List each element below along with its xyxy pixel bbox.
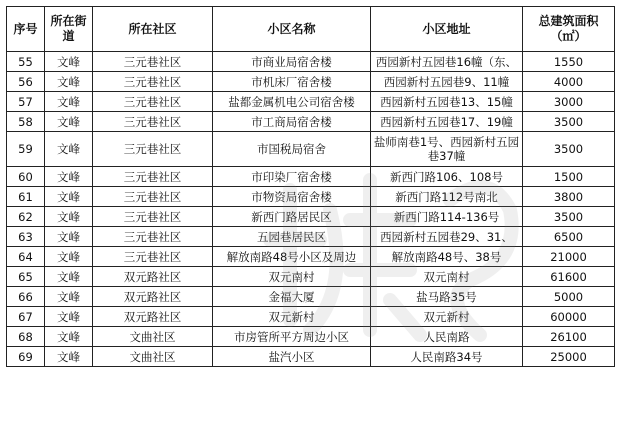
cell-no: 63 <box>7 227 45 247</box>
table-row <box>7 132 615 167</box>
cell-community: 文曲社区 <box>93 347 213 367</box>
cell-street: 文峰 <box>45 247 93 267</box>
cell-address: 人民南路 <box>371 327 523 347</box>
cell-address: 西园新村五园巷9、11幢 <box>371 72 523 92</box>
cell-community: 文曲社区 <box>93 327 213 347</box>
cell-name: 双元南村 <box>213 267 371 287</box>
cell-address: 新西门路114-136号 <box>371 207 523 227</box>
cell-no: 55 <box>7 52 45 72</box>
cell-no: 59 <box>7 132 45 167</box>
cell-no: 61 <box>7 187 45 207</box>
table-row <box>7 92 615 112</box>
cell-name: 市印染厂宿舍楼 <box>213 167 371 187</box>
cell-address: 西园新村五园巷16幢（东、 <box>371 52 523 72</box>
cell-street: 文峰 <box>45 347 93 367</box>
cell-street: 文峰 <box>45 327 93 347</box>
cell-area: 26100 <box>523 327 615 347</box>
cell-area: 3800 <box>523 187 615 207</box>
cell-street: 文峰 <box>45 287 93 307</box>
cell-no: 57 <box>7 92 45 112</box>
cell-name: 市房管所平方周边小区 <box>213 327 371 347</box>
cell-no: 58 <box>7 112 45 132</box>
cell-name: 盐都金属机电公司宿舍楼 <box>213 92 371 112</box>
cell-street: 文峰 <box>45 267 93 287</box>
cell-address: 盐马路35号 <box>371 287 523 307</box>
table-row <box>7 267 615 287</box>
header-address: 小区地址 <box>371 7 523 52</box>
cell-name: 新西门路居民区 <box>213 207 371 227</box>
cell-name: 市机床厂宿舍楼 <box>213 72 371 92</box>
cell-address: 人民南路34号 <box>371 347 523 367</box>
cell-address: 新西门路106、108号 <box>371 167 523 187</box>
cell-no: 67 <box>7 307 45 327</box>
table-row <box>7 187 615 207</box>
housing-estate-table <box>6 6 615 367</box>
cell-area: 60000 <box>523 307 615 327</box>
cell-community: 三元巷社区 <box>93 72 213 92</box>
cell-area: 25000 <box>523 347 615 367</box>
cell-street: 文峰 <box>45 72 93 92</box>
cell-area: 1500 <box>523 167 615 187</box>
cell-area: 5000 <box>523 287 615 307</box>
table-row <box>7 52 615 72</box>
cell-street: 文峰 <box>45 167 93 187</box>
cell-no: 68 <box>7 327 45 347</box>
cell-address: 西园新村五园巷13、15幢 <box>371 92 523 112</box>
table-row <box>7 112 615 132</box>
cell-area: 3500 <box>523 132 615 167</box>
cell-community: 三元巷社区 <box>93 112 213 132</box>
cell-no: 60 <box>7 167 45 187</box>
cell-community: 三元巷社区 <box>93 52 213 72</box>
cell-address: 双元南村 <box>371 267 523 287</box>
cell-address: 西园新村五园巷29、31、 <box>371 227 523 247</box>
header-street: 所在街道 <box>45 7 93 52</box>
cell-name: 市国税局宿舍 <box>213 132 371 167</box>
cell-address: 西园新村五园巷17、19幢 <box>371 112 523 132</box>
cell-name: 五园巷居民区 <box>213 227 371 247</box>
cell-area: 1550 <box>523 52 615 72</box>
cell-area: 6500 <box>523 227 615 247</box>
cell-no: 62 <box>7 207 45 227</box>
cell-area: 4000 <box>523 72 615 92</box>
header-name: 小区名称 <box>213 7 371 52</box>
table-row <box>7 287 615 307</box>
cell-no: 64 <box>7 247 45 267</box>
table-row <box>7 72 615 92</box>
table-row <box>7 307 615 327</box>
cell-street: 文峰 <box>45 207 93 227</box>
cell-community: 三元巷社区 <box>93 227 213 247</box>
cell-address: 盐师南巷1号、西园新村五园巷37幢 <box>371 132 523 167</box>
cell-name: 市物资局宿舍楼 <box>213 187 371 207</box>
cell-address: 新西门路112号南北 <box>371 187 523 207</box>
cell-street: 文峰 <box>45 187 93 207</box>
cell-community: 三元巷社区 <box>93 207 213 227</box>
cell-name: 解放南路48号小区及周边 <box>213 247 371 267</box>
cell-name: 金福大厦 <box>213 287 371 307</box>
header-area: 总建筑面积（㎡） <box>523 7 615 52</box>
cell-community: 三元巷社区 <box>93 187 213 207</box>
cell-community: 三元巷社区 <box>93 132 213 167</box>
cell-street: 文峰 <box>45 52 93 72</box>
table-row <box>7 247 615 267</box>
table-row <box>7 207 615 227</box>
table-row <box>7 327 615 347</box>
cell-street: 文峰 <box>45 92 93 112</box>
cell-name: 双元新村 <box>213 307 371 327</box>
table-row <box>7 347 615 367</box>
cell-community: 三元巷社区 <box>93 92 213 112</box>
cell-no: 69 <box>7 347 45 367</box>
cell-address: 解放南路48号、38号 <box>371 247 523 267</box>
cell-no: 56 <box>7 72 45 92</box>
cell-area: 3000 <box>523 92 615 112</box>
cell-address: 双元新村 <box>371 307 523 327</box>
table-row <box>7 227 615 247</box>
cell-community: 双元路社区 <box>93 287 213 307</box>
table-row <box>7 167 615 187</box>
cell-community: 三元巷社区 <box>93 247 213 267</box>
cell-no: 66 <box>7 287 45 307</box>
cell-no: 65 <box>7 267 45 287</box>
cell-community: 三元巷社区 <box>93 167 213 187</box>
cell-street: 文峰 <box>45 112 93 132</box>
cell-name: 市工商局宿舍楼 <box>213 112 371 132</box>
cell-community: 双元路社区 <box>93 307 213 327</box>
document-sheet <box>6 6 614 367</box>
cell-area: 3500 <box>523 207 615 227</box>
cell-street: 文峰 <box>45 307 93 327</box>
cell-area: 21000 <box>523 247 615 267</box>
cell-community: 双元路社区 <box>93 267 213 287</box>
cell-name: 市商业局宿舍楼 <box>213 52 371 72</box>
header-community: 所在社区 <box>93 7 213 52</box>
cell-area: 3500 <box>523 112 615 132</box>
cell-street: 文峰 <box>45 132 93 167</box>
header-no: 序号 <box>7 7 45 52</box>
cell-name: 盐汽小区 <box>213 347 371 367</box>
cell-area: 61600 <box>523 267 615 287</box>
cell-street: 文峰 <box>45 227 93 247</box>
table-header-row <box>7 7 615 52</box>
